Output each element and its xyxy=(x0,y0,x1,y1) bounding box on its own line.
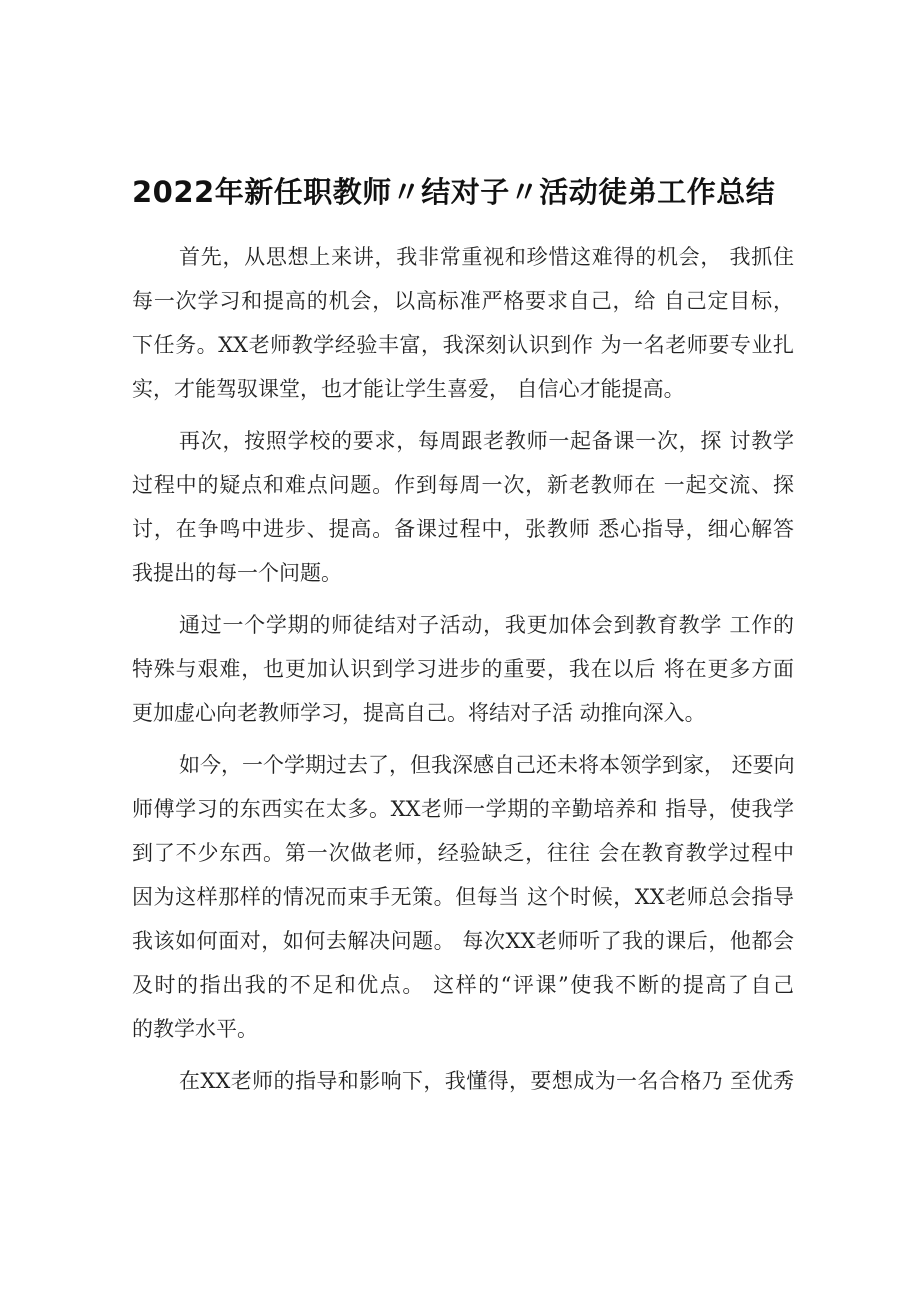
paragraph-1-line-2: 每一次学习和提高的机会，以高标准严格要求自己，给 自己定目标， xyxy=(132,289,794,313)
paragraph-2-line-4: 我提出的每一个问题。 xyxy=(132,561,342,585)
paragraph-4-line-1: 如今，一个学期过去了，但我深感自己还未将本领学到家， 还要向 xyxy=(179,753,795,777)
paragraph-4-line-4: 因为这样那样的情况而束手无策。但每当 这个时候，XX老师总会指导 xyxy=(132,885,794,909)
paragraph-1-line-3: 下任务。XX老师教学经验丰富，我深刻认识到作 为一名老师要专业扎 xyxy=(132,333,794,357)
document-title: 2022年新任职教师〃结对子〃活动徒弟工作总结 xyxy=(132,175,776,209)
paragraph-1-line-4: 实，才能驾驭课堂，也才能让学生喜爱， 自信心才能提高。 xyxy=(132,377,685,401)
paragraph-1-line-1: 首先，从思想上来讲，我非常重视和珍惜这难得的机会， 我抓住 xyxy=(179,245,794,269)
paragraph-4-line-5: 我该如何面对，如何去解决问题。 每次XX老师听了我的课后，他都会 xyxy=(132,929,794,953)
paragraph-2-line-1: 再次，按照学校的要求，每周跟老教师一起备课一次，探 讨教学 xyxy=(179,429,794,453)
paragraph-3-line-1: 通过一个学期的师徒结对子活动，我更加体会到教育教学 工作的 xyxy=(179,613,794,637)
paragraph-4-line-3: 到了不少东西。第一次做老师，经验缺乏，往往 会在教育教学过程中 xyxy=(132,841,794,865)
paragraph-4-line-6: 及时的指出我的不足和优点。 这样的“评课”使我不断的提高了自己 xyxy=(132,973,794,997)
paragraph-2-line-3: 讨，在争鸣中进步、提高。备课过程中，张教师 悉心指导，细心解答 xyxy=(132,517,794,541)
paragraph-5-line-1: 在XX老师的指导和影响下，我懂得，要想成为一名合格乃 至优秀 xyxy=(179,1069,794,1093)
paragraph-4-line-2: 师傅学习的东西实在太多。XX老师一学期的辛勤培养和 指导，使我学 xyxy=(132,797,794,821)
paragraph-2-line-2: 过程中的疑点和难点问题。作到每周一次，新老教师在 一起交流、探 xyxy=(132,473,794,497)
paragraph-3-line-3: 更加虚心向老教师学习，提高自己。将结对子活 动推向深入。 xyxy=(132,701,706,725)
paragraph-4-line-7: 的教学水平。 xyxy=(132,1017,258,1041)
paragraph-3-line-2: 特殊与艰难，也更加认识到学习进步的重要，我在以后 将在更多方面 xyxy=(132,657,794,681)
